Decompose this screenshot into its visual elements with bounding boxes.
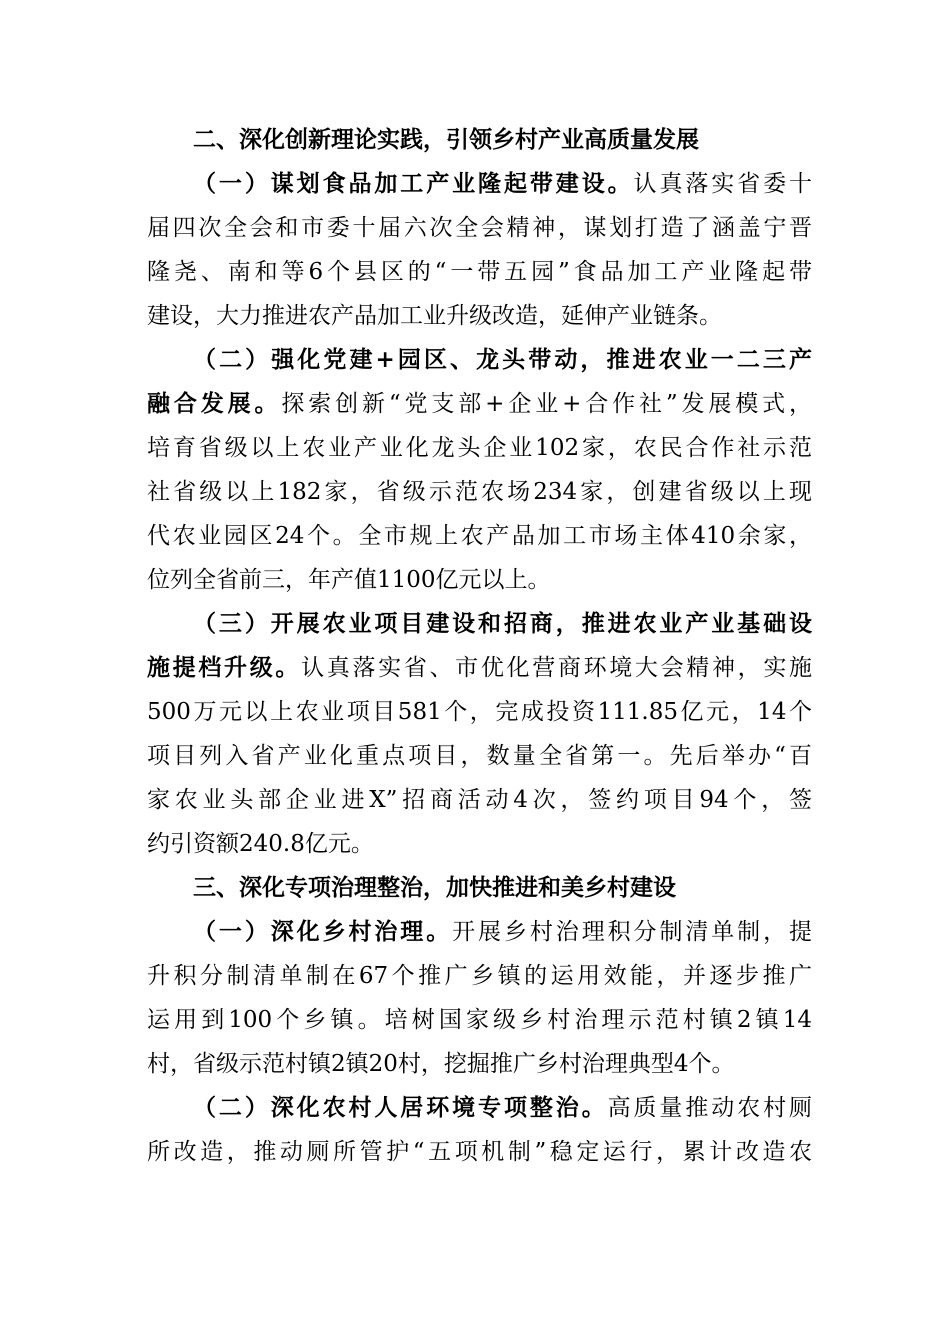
paragraph-line: 届四次全会和市委十届六次全会精神，谋划打造了涵盖宁晋: [147, 215, 812, 241]
paragraph-text: 高质量推动农村厕: [607, 1095, 813, 1121]
paragraph-line: 运用到100个乡镇。培树国家级乡村治理示范村镇2镇14: [147, 1007, 812, 1033]
paragraph-lead: （二）强化党建+园区、龙头带动，推进农业一二三产: [193, 346, 812, 373]
section-heading-3: 三、深化专项治理整治，加快推进和美乡村建设: [193, 875, 676, 901]
paragraph-agri-projects-investment: [147, 602, 812, 866]
paragraph-food-processing-belt: [147, 162, 812, 338]
section-heading-2: 二、深化创新理论实践，引领乡村产业高质量发展: [193, 127, 699, 153]
paragraph-lead: （一）谋划食品加工产业隆起带建设。: [193, 170, 634, 197]
paragraph-lead: 施提档升级。: [147, 654, 302, 681]
paragraph-line: 代农业园区24个。全市规上农产品加工市场主体410余家，: [147, 523, 812, 549]
paragraph-line: 升积分制清单制在67个推广乡镇的运用效能，并逐步推广: [147, 963, 812, 989]
paragraph-line: 社省级以上182家，省级示范农场234家，创建省级以上现: [147, 479, 812, 505]
paragraph-living-environment: [147, 1086, 812, 1174]
paragraph-text: 认真落实省委十: [633, 171, 813, 197]
paragraph-line: 所改造，推动厕所管护“五项机制”稳定运行，累计改造农: [147, 1139, 812, 1165]
paragraph-lead: （三）开展农业项目建设和招商，推进农业产业基础设: [193, 610, 812, 637]
paragraph-line: 村，省级示范村镇2镇20村，挖掘推广乡村治理典型4个。: [147, 1051, 735, 1077]
paragraph-line: [147, 162, 812, 206]
paragraph-line: [147, 646, 812, 690]
paragraph-line: 约引资额240.8亿元。: [147, 831, 374, 857]
paragraph-rural-governance: [147, 910, 812, 1086]
paragraph-lead: 融合发展。: [147, 390, 282, 417]
paragraph-text: 开展乡村治理积分制清单制，提: [452, 919, 813, 945]
paragraph-line: 培育省级以上农业产业化龙头企业102家，农民合作社示范: [147, 435, 812, 461]
paragraph-line: 500万元以上农业项目581个，完成投资111.85亿元，14个: [147, 699, 812, 725]
paragraph-line: 项目列入省产业化重点项目，数量全省第一。先后举办“百: [147, 743, 812, 769]
paragraph-party-building-integration: [147, 338, 812, 602]
paragraph-lead: （二）深化农村人居环境专项整治。: [193, 1094, 608, 1121]
paragraph-text: 认真落实省、市优化营商环境大会精神，实施: [301, 655, 813, 681]
paragraph-line: [147, 382, 812, 426]
document-body: [147, 118, 812, 1174]
paragraph-line: 隆尧、南和等6个县区的“一带五园”食品加工产业隆起带: [147, 259, 812, 285]
paragraph-line: 位列全省前三，年产值1100亿元以上。: [147, 567, 551, 593]
paragraph-lead: （一）深化乡村治理。: [193, 918, 453, 945]
paragraph-text: 探索创新“党支部+企业+合作社”发展模式，: [281, 391, 813, 417]
paragraph-line: 建设，大力推进农产品加工业升级改造，延伸产业链条。: [147, 303, 722, 329]
paragraph-line: [147, 910, 812, 954]
paragraph-line: 家农业头部企业进X”招商活动4次，签约项目94个，签: [147, 787, 812, 813]
paragraph-line: [147, 1086, 812, 1130]
